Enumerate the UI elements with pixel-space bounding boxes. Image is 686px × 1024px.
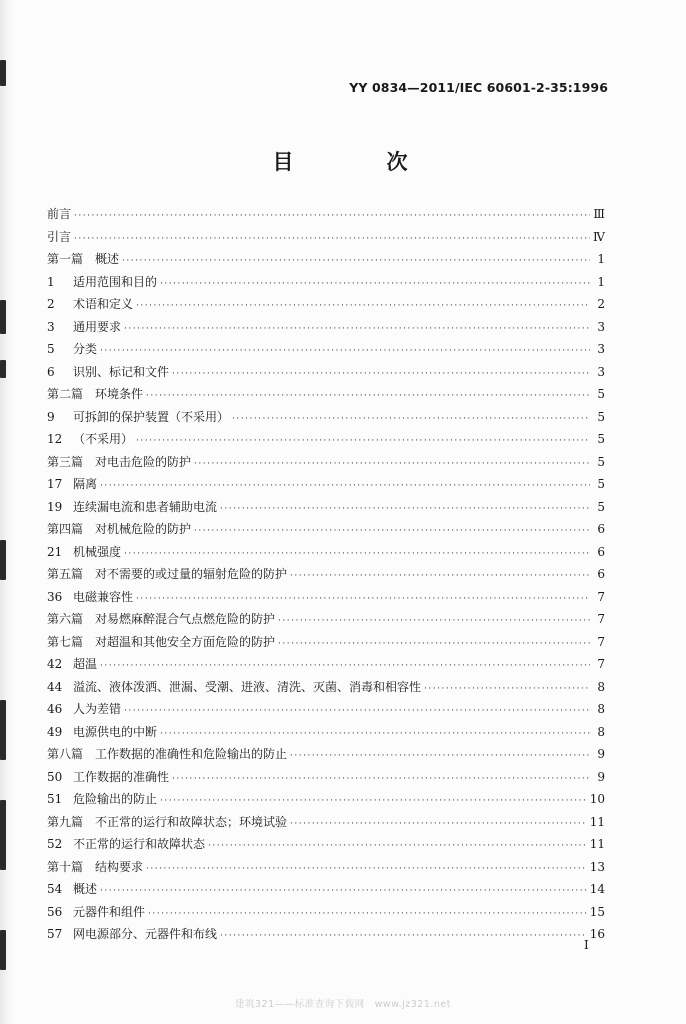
toc-entry-title: 人为差错 — [73, 702, 122, 716]
toc-entry-page: 3 — [597, 342, 605, 356]
toc-entry-title: 第五篇 对不需要的或过量的辐射危险的防护 — [47, 567, 288, 581]
toc-entry-label — [47, 608, 275, 631]
toc-entry[interactable] — [47, 541, 605, 564]
toc-entry[interactable] — [47, 563, 605, 586]
toc-entry[interactable] — [47, 901, 605, 924]
page-title: 目 次 — [272, 150, 444, 174]
toc-leader-dots — [136, 588, 590, 611]
toc-entry-title: 前言 — [47, 207, 72, 221]
toc-leader-dots — [208, 835, 587, 858]
toc-entry-title: 第四篇 对机械危险的防护 — [47, 522, 192, 536]
toc-entry-page: 6 — [597, 544, 605, 559]
toc-entry-label — [47, 653, 97, 676]
toc-entry-title: 机械强度 — [73, 544, 122, 559]
toc-entry-title: 识别、标记和文件 — [73, 364, 170, 379]
toc-entry-page: 5 — [597, 499, 605, 514]
toc-entry[interactable] — [47, 653, 605, 676]
toc-entry[interactable] — [47, 743, 605, 766]
toc-entry-number: 50 — [47, 769, 63, 784]
toc-entry[interactable] — [47, 721, 605, 744]
toc-entry-label — [47, 586, 133, 609]
toc-entry-label — [47, 901, 145, 924]
toc-entry-number: 51 — [47, 792, 63, 806]
toc-entry[interactable] — [47, 338, 605, 361]
toc-leader-dots — [146, 858, 587, 881]
toc-entry-page: 16 — [589, 927, 605, 941]
toc-entry-title: 第一篇 概述 — [47, 252, 120, 266]
toc-entry-title: 危险输出的防止 — [73, 792, 158, 806]
page-folio: I — [584, 938, 589, 952]
toc-entry-number: 52 — [47, 837, 63, 851]
toc-entry-title: 第七篇 对超温和其他安全方面危险的防护 — [47, 634, 276, 649]
toc-leader-dots — [100, 880, 587, 903]
toc-entry[interactable] — [47, 271, 605, 294]
toc-entry-label — [47, 811, 287, 834]
toc-leader-dots — [232, 408, 590, 431]
toc-entry-label — [47, 631, 275, 654]
toc-entry-label — [47, 293, 133, 316]
toc-entry-page: 7 — [597, 657, 605, 671]
toc-entry-title: （不采用） — [73, 432, 134, 446]
toc-entry-label — [47, 518, 191, 541]
toc-entry-number: 17 — [47, 477, 63, 491]
toc-entry-label — [47, 338, 97, 361]
toc-leader-dots — [220, 498, 590, 521]
toc-entry[interactable] — [47, 361, 605, 384]
toc-leader-dots — [220, 925, 587, 948]
toc-entry-title: 通用要求 — [73, 319, 122, 334]
toc-entry-title: 引言 — [47, 229, 72, 244]
toc-leader-dots — [136, 430, 590, 453]
toc-entry-title: 连续漏电流和患者辅助电流 — [73, 499, 218, 514]
toc-leader-dots — [124, 318, 590, 341]
toc-leader-dots — [100, 340, 590, 363]
toc-entry-label — [47, 316, 121, 339]
toc-leader-dots — [172, 768, 590, 791]
toc-entry-number: 46 — [47, 702, 63, 716]
scan-mark — [0, 800, 6, 870]
toc-entry-page: 3 — [597, 319, 605, 334]
toc-entry-title: 第六篇 对易燃麻醉混合气点燃危险的防护 — [47, 612, 276, 626]
toc-entry-label — [47, 676, 421, 699]
toc-leader-dots — [194, 453, 590, 476]
toc-entry-number: 49 — [47, 724, 63, 739]
standard-number: YY 0834—2011/IEC 60601-2-35:1996 — [349, 80, 608, 95]
toc-entry-label — [47, 271, 157, 294]
toc-entry-label — [47, 496, 217, 519]
toc-leader-dots — [160, 790, 587, 813]
toc-entry-title: 概述 — [73, 882, 98, 896]
toc-entry-page: Ⅲ — [593, 207, 605, 221]
toc-entry[interactable] — [47, 451, 605, 474]
toc-entry-label — [47, 451, 191, 474]
toc-entry-title: 适用范围和目的 — [73, 274, 158, 289]
toc-entry-page: 7 — [597, 634, 605, 649]
toc-entry-number: 36 — [47, 589, 63, 604]
toc-leader-dots — [100, 475, 590, 498]
scan-mark — [0, 700, 6, 760]
toc-entry-title: 分类 — [73, 342, 98, 356]
toc-entry-label — [47, 833, 205, 856]
toc-entry[interactable] — [47, 923, 605, 946]
scan-mark — [0, 540, 6, 580]
toc-entry-number: 56 — [47, 904, 63, 919]
toc-entry[interactable] — [47, 428, 605, 451]
toc-entry-title: 网电源部分、元器件和布线 — [73, 927, 218, 941]
toc-entry-label — [47, 203, 71, 226]
toc-leader-dots — [124, 543, 590, 566]
toc-entry-page: 8 — [597, 724, 605, 739]
toc-leader-dots — [74, 228, 590, 251]
toc-entry-title: 不正常的运行和故障状态 — [73, 837, 206, 851]
toc-entry-page: 15 — [589, 904, 605, 919]
toc-entry[interactable] — [47, 766, 605, 789]
toc-entry[interactable] — [47, 383, 605, 406]
toc-entry-label — [47, 383, 143, 406]
toc-entry[interactable] — [47, 203, 605, 226]
toc-entry-title: 工作数据的准确性 — [73, 769, 170, 784]
toc-leader-dots — [148, 903, 587, 926]
toc-leader-dots — [278, 610, 590, 633]
toc-entry[interactable] — [47, 586, 605, 609]
toc-entry[interactable] — [47, 293, 605, 316]
scan-mark — [0, 930, 6, 970]
toc-entry-number: 1 — [47, 274, 55, 289]
toc-entry[interactable] — [47, 811, 605, 834]
toc-entry[interactable] — [47, 698, 605, 721]
toc-entry-page: 9 — [597, 747, 605, 761]
toc-entry-page: 5 — [597, 409, 605, 424]
toc-leader-dots — [100, 655, 590, 678]
toc-entry-label — [47, 878, 97, 901]
toc-entry[interactable] — [47, 833, 605, 856]
toc-leader-dots — [278, 633, 590, 656]
toc-entry-label — [47, 226, 71, 249]
toc-entry-label — [47, 766, 169, 789]
toc-entry-label — [47, 563, 287, 586]
toc-entry-title: 第二篇 环境条件 — [47, 387, 144, 401]
toc-entry[interactable] — [47, 496, 605, 519]
toc-entry-page: 14 — [589, 882, 605, 896]
toc-entry-label — [47, 788, 157, 811]
toc-entry-label — [47, 856, 143, 879]
toc-entry-label — [47, 698, 121, 721]
toc-entry-number: 3 — [47, 319, 55, 334]
watermark: 建筑321——标准查询下载网 www.jz321.net — [235, 999, 451, 1010]
toc-entry-title: 电磁兼容性 — [73, 589, 134, 604]
toc-entry-page: 11 — [589, 814, 605, 829]
toc-entry-page: 5 — [597, 432, 605, 446]
toc-entry-page: 8 — [597, 702, 605, 716]
toc-entry-page: Ⅳ — [593, 229, 605, 244]
toc-leader-dots — [290, 745, 590, 768]
toc-leader-dots — [172, 363, 590, 386]
toc-leader-dots — [122, 250, 590, 273]
toc-entry-title: 元器件和组件 — [73, 904, 146, 919]
toc-entry-label — [47, 721, 157, 744]
toc-leader-dots — [160, 723, 590, 746]
toc-leader-dots — [194, 520, 590, 543]
table-of-contents — [47, 203, 605, 946]
toc-entry-page: 11 — [589, 837, 605, 851]
toc-entry-number: 42 — [47, 657, 63, 671]
toc-leader-dots — [146, 385, 590, 408]
toc-entry-title: 第八篇 工作数据的准确性和危险输出的防止 — [47, 747, 288, 761]
toc-entry-page: 5 — [597, 387, 605, 401]
toc-entry[interactable] — [47, 473, 605, 496]
toc-entry-page: 7 — [597, 612, 605, 626]
toc-leader-dots — [74, 205, 590, 228]
toc-entry-number: 9 — [47, 409, 55, 424]
toc-entry-number: 54 — [47, 882, 63, 896]
toc-entry-page: 9 — [597, 769, 605, 784]
toc-entry-page: 6 — [597, 522, 605, 536]
scan-mark — [0, 60, 6, 86]
toc-leader-dots — [160, 273, 590, 296]
toc-entry[interactable] — [47, 676, 605, 699]
toc-entry-title: 第九篇 不正常的运行和故障状态；环境试验 — [47, 814, 288, 829]
toc-entry-label — [47, 473, 97, 496]
toc-entry[interactable] — [47, 406, 605, 429]
toc-entry[interactable] — [47, 631, 605, 654]
toc-entry-title: 超温 — [73, 657, 98, 671]
toc-entry-page: 6 — [597, 567, 605, 581]
toc-entry-number: 57 — [47, 927, 63, 941]
scan-mark — [0, 300, 6, 334]
toc-entry-number: 44 — [47, 679, 63, 694]
toc-entry-title: 可拆卸的保护装置（不采用） — [73, 409, 230, 424]
toc-entry-title: 术语和定义 — [73, 297, 134, 311]
toc-entry[interactable] — [47, 226, 605, 249]
toc-entry[interactable] — [47, 248, 605, 271]
toc-entry-title: 第十篇 结构要求 — [47, 859, 144, 874]
toc-entry-title: 第三篇 对电击危险的防护 — [47, 454, 192, 469]
toc-entry-label — [47, 428, 133, 451]
toc-entry-page: 13 — [589, 859, 605, 874]
toc-entry-page: 3 — [597, 364, 605, 379]
toc-entry-page: 8 — [597, 679, 605, 694]
toc-entry-label — [47, 248, 119, 271]
toc-entry-page: 2 — [597, 297, 605, 311]
toc-leader-dots — [136, 295, 590, 318]
toc-entry-label — [47, 406, 229, 429]
toc-entry-label — [47, 541, 121, 564]
toc-leader-dots — [290, 813, 587, 836]
toc-entry[interactable] — [47, 316, 605, 339]
toc-entry-page: 5 — [597, 454, 605, 469]
toc-entry[interactable] — [47, 856, 605, 879]
toc-entry[interactable] — [47, 608, 605, 631]
toc-entry-number: 21 — [47, 544, 63, 559]
toc-entry-label — [47, 743, 287, 766]
toc-leader-dots — [124, 700, 590, 723]
toc-entry-page: 7 — [597, 589, 605, 604]
toc-entry-page: 1 — [597, 252, 605, 266]
toc-entry[interactable] — [47, 878, 605, 901]
toc-entry-title: 电源供电的中断 — [73, 724, 158, 739]
toc-entry[interactable] — [47, 518, 605, 541]
toc-leader-dots — [424, 678, 590, 701]
toc-entry-number: 19 — [47, 499, 63, 514]
toc-entry-label — [47, 361, 169, 384]
toc-entry-title: 溢流、液体泼洒、泄漏、受潮、进液、清洗、灭菌、消毒和相容性 — [73, 679, 422, 694]
toc-leader-dots — [290, 565, 590, 588]
toc-entry-title: 隔离 — [73, 477, 98, 491]
toc-entry[interactable] — [47, 788, 605, 811]
toc-entry-label — [47, 923, 217, 946]
toc-entry-page: 10 — [589, 792, 605, 806]
toc-entry-page: 1 — [597, 274, 605, 289]
toc-entry-number: 6 — [47, 364, 55, 379]
toc-entry-number: 2 — [47, 297, 55, 311]
toc-entry-page: 5 — [597, 477, 605, 491]
toc-entry-number: 12 — [47, 432, 63, 446]
toc-entry-number: 5 — [47, 342, 55, 356]
scan-mark — [0, 360, 6, 378]
